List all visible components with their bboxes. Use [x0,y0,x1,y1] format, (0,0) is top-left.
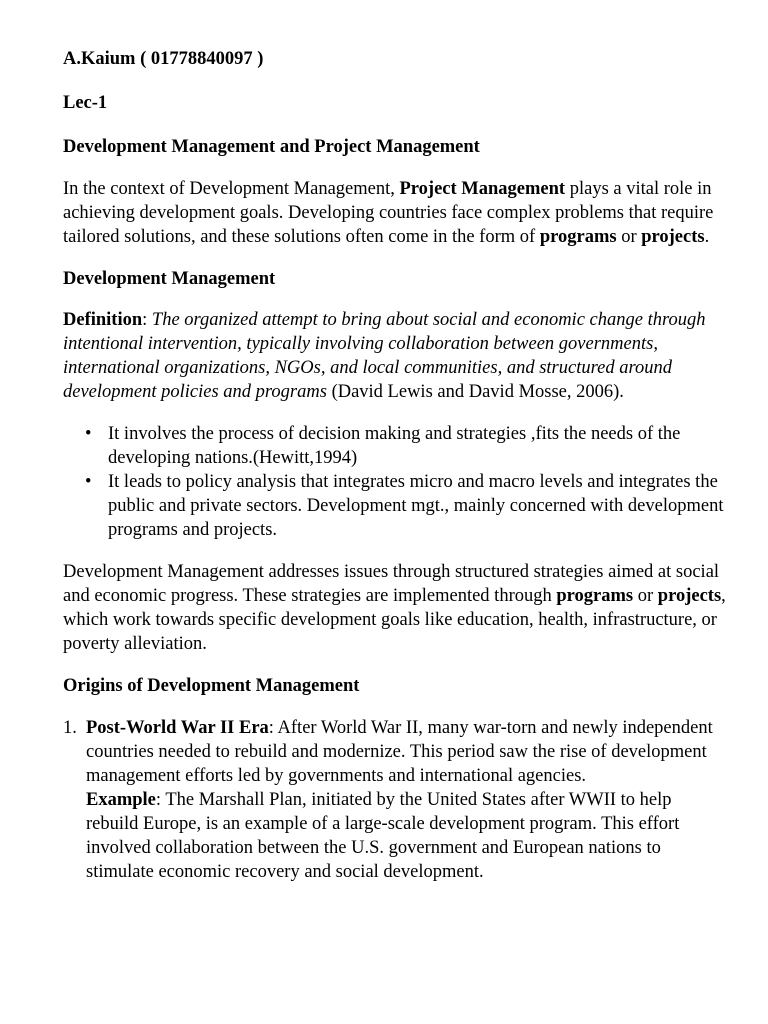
definition-paragraph [63,308,728,404]
bullet-text: It leads to policy analysis that integrates micro and macro levels and integrates the public and private sectors. Development mgt., mainly concerned with development programs and projects. [108,472,724,540]
bullet-text: It involves the process of decision making and strategies ,fits the needs of the developing nations.(Hewitt,1994) [108,424,681,468]
list-item [63,422,728,470]
bullet-list [63,422,728,542]
intro-text-2: plays a vital role in achieving development goals. Developing countries face complex problems that require tailored solutions, and these solutions often come in the form of [63,179,714,247]
origin-item-example [86,788,728,884]
definition-text: The organized attempt to bring about social and economic change through intentional intervention, typically involving collaboration between governments, international organizations, NGOs, and local communities, and structured around development policies and programs [63,310,706,402]
origin-item-text: : After World War II, many war-torn and newly independent countries needed to rebuild and modernize. This period saw the rise of development management efforts led by governments and international agencies. [86,718,713,786]
summary-bold-projects: projects [657,586,722,606]
summary-bold-programs: programs [556,586,634,606]
summary-paragraph [63,560,728,656]
summary-text-3: , which work towards specific development goals like education, health, infrastructure, or poverty alleviation. [63,586,726,654]
intro-text-3: or [616,227,642,247]
bullet-marker: • [85,424,92,444]
summary-text-2: or [633,586,658,606]
origin-item-body [86,716,728,788]
lecture-number: Lec-1 [63,93,108,113]
example-label: Example [86,790,156,810]
list-item [63,470,728,542]
intro-bold-project-management: Project Management [399,179,566,199]
intro-bold-programs: programs [539,227,617,247]
intro-paragraph [63,177,728,249]
list-item [63,716,728,884]
section-heading-development-management: Development Management [63,269,276,289]
list-number: 1. [63,718,77,738]
origin-item-title: Post-World War II Era [86,718,269,738]
bullet-marker: • [85,472,92,492]
intro-bold-projects: projects [641,227,705,247]
intro-text-1: In the context of Development Management, [63,179,400,199]
document-title: Development Management and Project Management [63,137,480,157]
definition-label: Definition [63,310,143,330]
definition-colon: : [142,310,152,330]
numbered-list [63,716,728,884]
author-line: A.Kaium ( 01778840097 ) [63,49,264,69]
intro-text-4: . [704,227,710,247]
summary-text-1: Development Management addresses issues through structured strategies aimed at social and economic progress. These strategies are implemented through [63,562,720,606]
example-text: : The Marshall Plan, initiated by the United States after WWII to help rebuild Europe, is an example of a large-scale development program. This effort involved collaboration between the U.S. government and European nations to stimulate economic recovery and social development. [86,790,680,882]
section-heading-origins: Origins of Development Management [63,676,360,696]
definition-source: (David Lewis and David Mosse, 2006). [326,382,624,402]
